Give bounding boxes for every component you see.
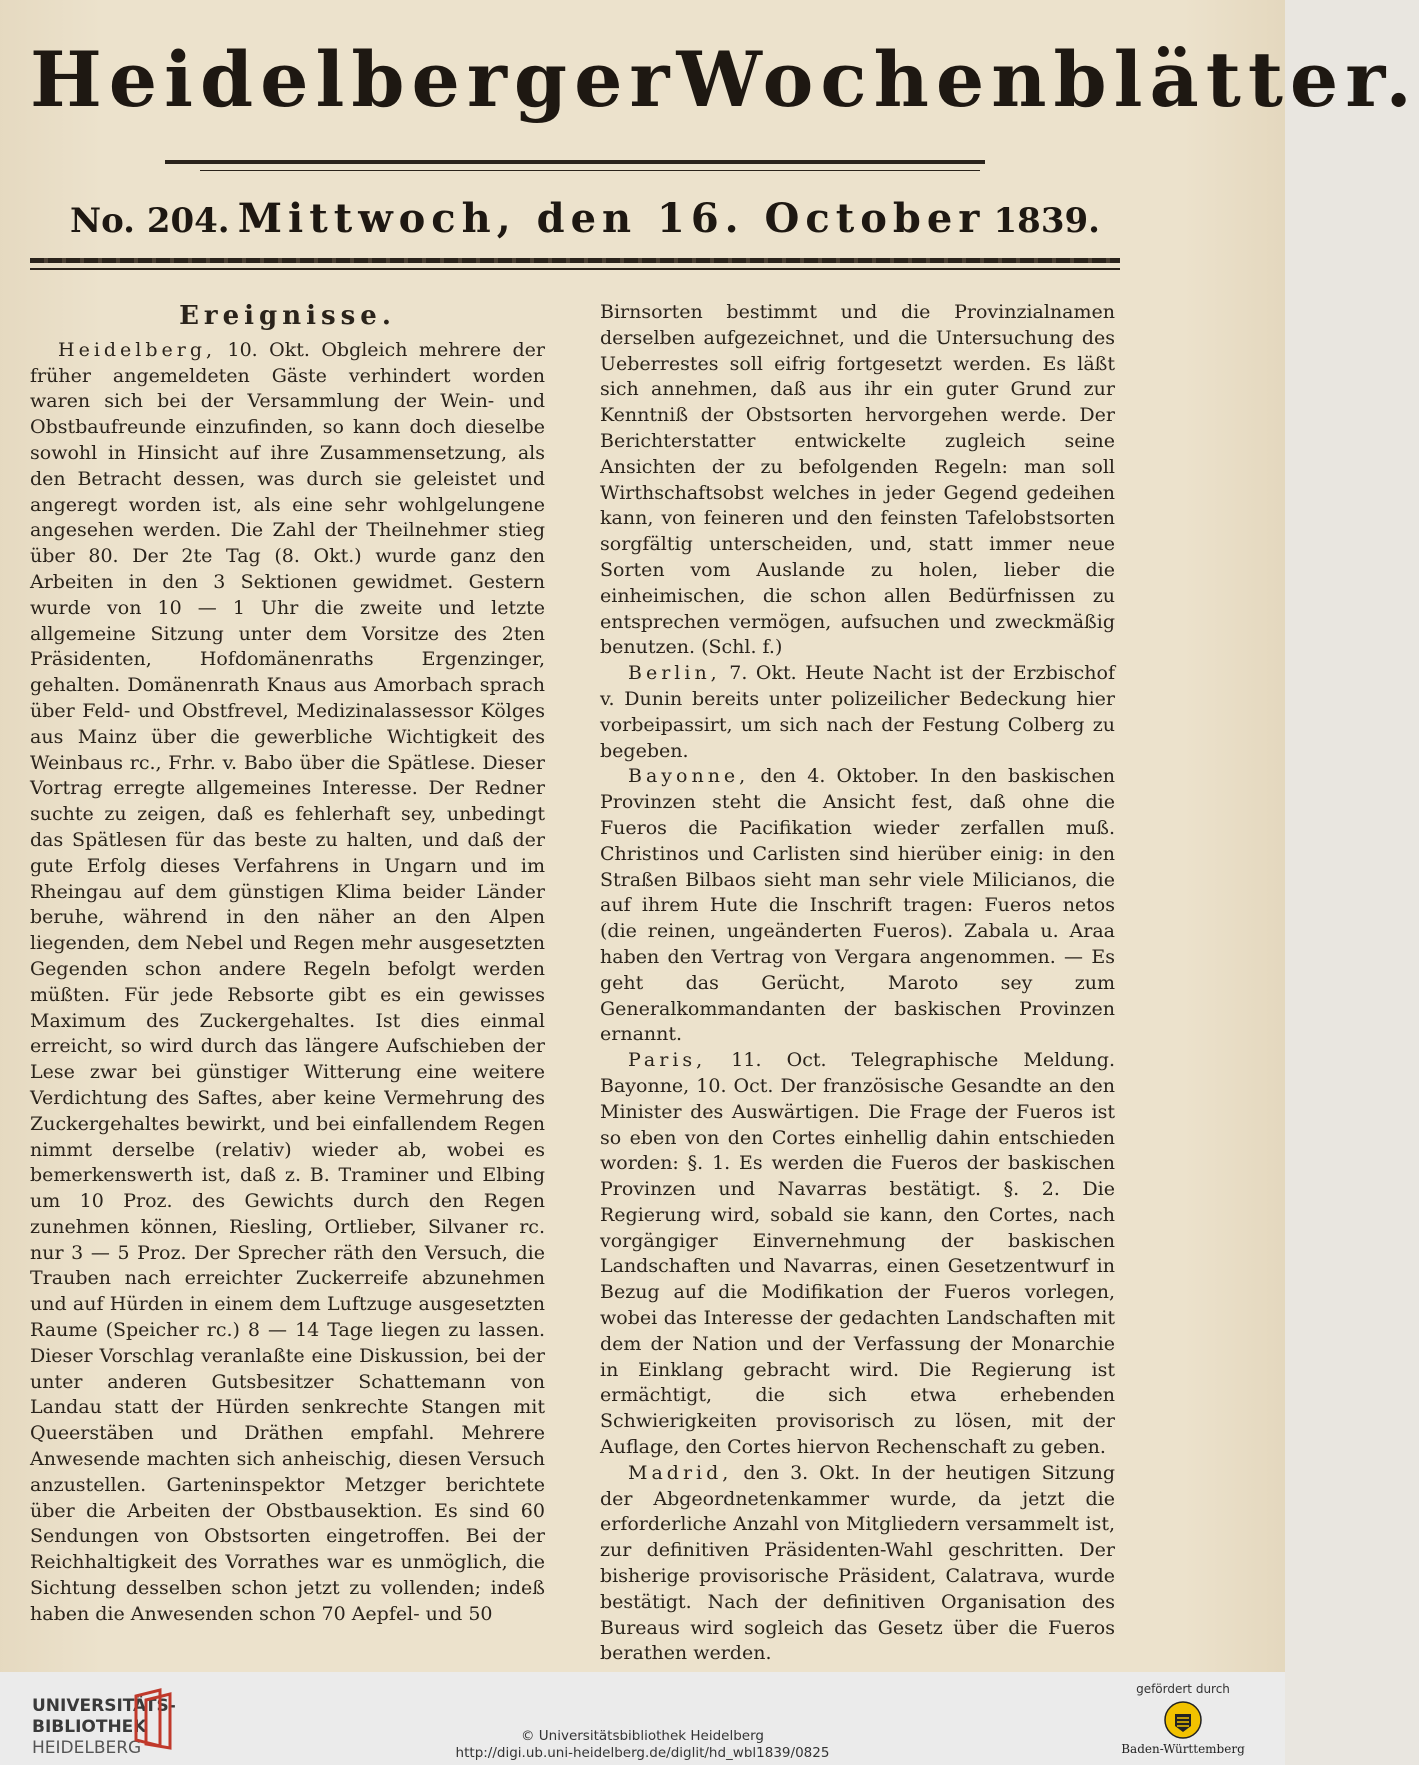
masthead-title-right: Wochenblätter. bbox=[676, 35, 1419, 124]
masthead-rule bbox=[165, 160, 985, 164]
footer-bar bbox=[0, 1672, 1285, 1765]
article-text: 10. Okt. Obgleich mehrere der früher angemeldeten Gäste verhindert worden waren sich bei der Versammlung der Wein- und Obstbaufreunde einzufinden, so kann doch dieselbe sowohl in Hinsicht auf ihre Zusammensetzung, als den Betracht dessen, was durch sie geleistet und angeregt worden ist, als eine sehr wohlgelungene angesehen werden. Die Zahl der Theilnehmer stieg über 80. Der 2te Tag (8. Okt.) wurde ganz den Arbeiten in den 3 Sektionen gewidmet. Gestern wurde von 10 — 1 Uhr die zweite und letzte allgemeine Sitzung unter dem Vorsitze des 2ten Präsidenten, Hofdomänenraths Ergenzinger, gehalten. Domänenrath Knaus aus Amorbach sprach über Feld- und Obstfrevel, Medizinalassessor Kölges aus Mainz über die gewerbliche Wichtigkeit des Weinbaus rc., Frhr. v. Babo über die Spätlese. Dieser Vortrag erregte allgemeines Interesse. Der Redner suchte zu zeigen, daß es fehlerhaft sey, unbedingt das Spätlesen für das beste zu halten, und daß der gute Erfolg dieses Verfahrens in Ungarn und im Rheingau auf dem günstigen Klima beider Länder beruhe, während in den näher an den Alpen liegenden, dem Nebel und Regen mehr ausgesetzten Gegenden schon andere Regeln befolgt werden müßten. Für jede Rebsorte gibt es ein gewisses Maximum des Zuckergehaltes. Ist dies einmal erreicht, so wird durch das längere Aufschieben der Lese zwar bei günstiger Witterung eine weitere Verdichtung des Saftes, aber keine Vermehrung des Zuckergehaltes bewirkt, und bei einfallendem Regen nimmt derselbe (relativ) wieder ab, wobei es bemerkenswerth ist, daß z. B. Traminer und Elbing um 10 Proz. des Gewichts durch den Regen zunehmen können, Riesling, Ortlieber, Silvaner rc. nur 3 — 5 Proz. Der Sprecher räth den Versuch, die Trauben nach erreichter Zuckerreife abzunehmen und auf Hürden in einem dem Luftzuge ausgesetzten Raume (Speicher rc.) 8 — 14 Tage liegen zu lassen. Dieser Vorschlag veranlaßte eine Diskussion, bei der unter anderen Gutsbesitzer Schattemann von Landau statt der Hürden senkrechte Stangen mit Queerstäben und Dräthen empfahl. Mehrere Anwesende machten sich anheischig, diesen Versuch anzustellen. Garteninspektor Metzger berichtete über die Arbeiten der Obstbausektion. Es sind 60 Sendungen von Obstsorten eingetroffen. Bei der Reichhaltigkeit des Vorrathes war es unmöglich, die Sichtung desselben schon jetzt zu vollenden; indeß haben die Anwesenden schon 70 Aepfel- und 50 bbox=[30, 338, 545, 1625]
logo-line-2: BIBLIOTHEK bbox=[32, 1717, 147, 1737]
section-title: Ereignisse. bbox=[179, 301, 396, 331]
copyright-block bbox=[0, 1728, 1285, 1762]
article-bayonne bbox=[600, 764, 1115, 1048]
state-seal-icon bbox=[1163, 1700, 1203, 1740]
article-text: den 3. Okt. In der heutigen Sitzung der Abgeordnetenkammer wurde, da jetzt die erforderliche Anzahl von Mitgliedern versammelt ist, zur definitiven Präsidenten-Wahl geschritten. Der bisherige provisorische Präsident, Calatrava, wurde bestätigt. Nach der definitiven Organisation des Bureaus wird sogleich das Gesetz über die Fueros berathen werden. bbox=[600, 1461, 1115, 1665]
article-text: 7. Okt. Heute Nacht ist der Erzbischof v. Dunin bereits unter polizeilicher Bedeckung hier vorbeipassirt, um sich nach der Festung Colberg zu begeben. bbox=[600, 662, 1115, 762]
masthead-rule-thin bbox=[200, 170, 980, 171]
article-place: Heidelberg, bbox=[58, 338, 217, 361]
logo-line-3: HEIDELBERG bbox=[32, 1738, 142, 1758]
article-text: den 4. Oktober. In den baskischen Provinzen steht die Ansicht fest, daß ohne die Fueros die Pacifikation wieder zerfallen muß. Christinos und Carlisten sind hierüber einig: in den Straßen Bilbaos sieht man sehr viele Milicianos, die auf ihrem Hute die Inschrift tragen: Fueros netos (die reinen, ungeänderten Fueros). Zabala u. Araa haben den Vertrag von Vergara angenommen. — Es geht das Gerücht, Maroto sey zum Generalkommandanten der baskischen Provinzen ernannt. bbox=[600, 765, 1115, 1046]
article-place: Berlin, bbox=[628, 662, 721, 685]
logo-line-1: UNIVERSITÄTS- bbox=[32, 1696, 176, 1716]
article-continuation: Birnsorten bestimmt und die Provinzialnamen derselben aufgezeichnet, und die Untersuchung des Ueberrestes soll eifrig fortgesetzt werden. Es läßt sich annehmen, daß aus ihr ein guter Grund zur Kenntniß der Obstsorten hervorgehen werde. Der Berichterstatter entwickelte zugleich seine Ansichten der zu befolgenden Regeln: man soll Wirthschaftsobst welches in jeder Gegend gedeihen kann, von feineren und den feinsten Tafelobstsorten sorgfältig unterscheiden, und, statt immer neue Sorten vom Auslande zu holen, lieber die einheimischen, die schon allen Bedürfnissen zu entsprechen vermögen, aufsuchen und zweckmäßig benutzen. (Schl. f.) bbox=[600, 301, 1115, 659]
issue-number: No. 204. bbox=[70, 201, 230, 241]
article-place: Madrid, bbox=[628, 1461, 733, 1484]
decorative-rule bbox=[30, 258, 1120, 263]
article-berlin bbox=[600, 661, 1115, 764]
decorative-rule-thin bbox=[30, 268, 1120, 270]
dateline bbox=[70, 195, 1100, 245]
article-paris bbox=[600, 1048, 1115, 1461]
article-place: Bayonne, bbox=[628, 765, 750, 788]
permalink[interactable]: http://digi.ub.uni-heidelberg.de/diglit/hd_wbl1839/0825 bbox=[455, 1745, 830, 1761]
issue-year: 1839. bbox=[993, 201, 1100, 241]
issue-date: Mittwoch, den 16. October bbox=[237, 195, 986, 242]
article-heidelberg bbox=[30, 338, 545, 1628]
masthead bbox=[30, 35, 1419, 124]
right-column bbox=[600, 300, 1115, 1667]
article-madrid bbox=[600, 1461, 1115, 1667]
left-column bbox=[30, 300, 545, 1628]
article-text: 11. Oct. Telegraphische Meldung. Bayonne, 10. Oct. Der französische Gesandte an den Minister des Auswärtigen. Die Frage der Fueros ist so eben von den Cortes einhellig dahin entschieden worden: §. 1. Es werden die Fueros der baskischen Provinzen und Navarras bestätigt. §. 2. Die Regierung wird, sobald sie kann, den Cortes, nach vorgängiger Einvernehmung der baskischen Landschaften und Navarras, einen Gesetzentwurf in Bezug auf die Modifikation der Fueros vorlegen, wobei das Interesse der gedachten Landschaften mit dem der Nation und der Verfassung der Monarchie in Einklang gebracht wird. Die Regierung ist ermächtigt, die sich etwa erhebenden Schwierigkeiten provisorisch zu lösen, mit der Auflage, den Cortes hiervon Rechenschaft zu geben. bbox=[600, 1049, 1115, 1459]
sponsor-label: gefördert durch bbox=[1136, 1682, 1230, 1696]
masthead-title-left: Heidelberger bbox=[30, 35, 677, 124]
article-place: Paris, bbox=[628, 1049, 707, 1072]
copyright-text: © Universitätsbibliothek Heidelberg bbox=[520, 1728, 764, 1744]
sponsor-block bbox=[1103, 1682, 1263, 1756]
sponsor-name: Baden-Württemberg bbox=[1121, 1742, 1245, 1756]
